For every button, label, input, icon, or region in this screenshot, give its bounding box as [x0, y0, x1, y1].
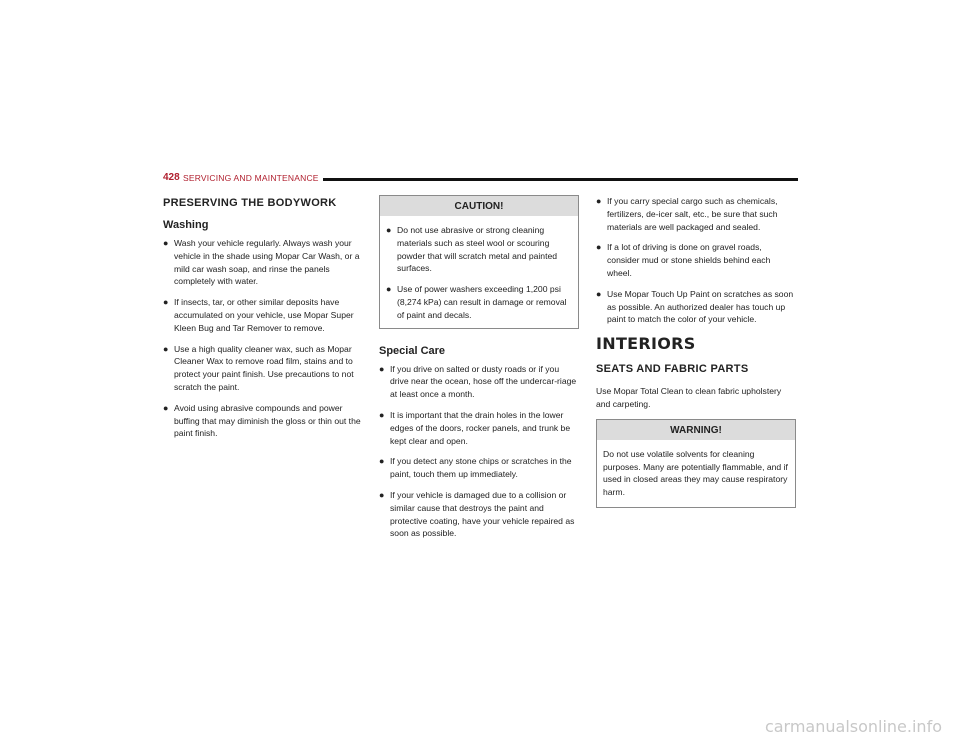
- list-item: ● If you carry special cargo such as chemicals, fertilizers, de-icer salt, etc., be sure that such materials are well packaged and sealed.: [596, 196, 778, 232]
- list-item: ● If insects, tar, or other similar deposits have accumulated on your vehicle, use Mopar Super Kleen Bug and Tar Remover to remove.: [163, 297, 354, 333]
- bullet-icon: ●: [163, 238, 169, 248]
- bullet-icon: ●: [163, 402, 169, 413]
- special-care-list-continued: [596, 195, 796, 326]
- seats-text: Use Mopar Total Clean to clean fabric upholstery and carpeting.: [596, 386, 782, 409]
- seats-fabric-heading: SEATS AND FABRIC PARTS: [596, 363, 749, 376]
- bullet-icon: ●: [596, 288, 602, 299]
- caution-title: CAUTION!: [380, 196, 578, 216]
- warning-title: WARNING!: [597, 420, 795, 440]
- list-item: ● Use of power washers exceeding 1,200 psi (8,274 kPa) can result in damage or removal of paint and decals.: [386, 284, 567, 320]
- list-item: ● If a lot of driving is done on gravel roads, consider mud or stone shields behind each wheel.: [596, 242, 771, 278]
- watermark: carmanualsonline.info: [764, 717, 942, 736]
- header-rule: [323, 178, 798, 181]
- list-item: ● Use Mopar Touch Up Paint on scratches as soon as possible. An authorized dealer has touch up paint to match the color of your vehicle.: [596, 288, 794, 325]
- special-care-list: [379, 363, 579, 541]
- bullet-icon: ●: [163, 343, 169, 354]
- bullet-icon: ●: [379, 456, 385, 467]
- warning-text: Do not use volatile solvents for cleaning purposes. Many are potentially flammable, and if used in closed areas they may cause respiratory harm.: [603, 448, 788, 498]
- column-1: [163, 195, 363, 448]
- column-3: [596, 195, 796, 508]
- bullet-icon: ●: [379, 489, 385, 500]
- preserving-bodywork-heading: PRESERVING THE BODYWORK: [163, 197, 337, 209]
- list-item: ● Wash your vehicle regularly. Always wash your vehicle in the shade using Mopar Car Wash, or a mild car wash soap, and rinse the panels completely with water.: [163, 238, 360, 287]
- bullet-icon: ●: [379, 409, 385, 420]
- list-item: ● If you drive on salted or dusty roads or if you drive near the ocean, hose off the undercar-riage at least once a month.: [379, 363, 577, 400]
- list-item: ● If your vehicle is damaged due to a collision or similar cause that destroys the paint and protective coating, have your vehicle repaired as soon as possible.: [379, 489, 575, 539]
- list-item: ● If you detect any stone chips or scratches in the paint, touch them up immediately.: [379, 456, 572, 480]
- caution-box: [379, 195, 579, 329]
- bullet-icon: ●: [596, 196, 602, 206]
- list-item: ● Avoid using abrasive compounds and power buffing that may diminish the gloss or thin out the paint finish.: [163, 402, 361, 439]
- special-care-heading: Special Care: [379, 344, 446, 357]
- column-2: [379, 195, 579, 548]
- bullet-icon: ●: [386, 284, 392, 295]
- bullet-icon: ●: [596, 242, 602, 253]
- section-title: SERVICING AND MAINTENANCE: [183, 173, 319, 183]
- list-item: ● Do not use abrasive or strong cleaning materials such as steel wool or scouring powder that will scratch metal and painted surfaces.: [386, 225, 558, 274]
- washing-list: [163, 237, 363, 440]
- list-item: ● Use a high quality cleaner wax, such as Mopar Cleaner Wax to remove road film, stains and to protect your paint finish. Use precautions to not scratch the paint.: [163, 343, 354, 392]
- page-header: [163, 172, 798, 186]
- warning-box: [596, 419, 796, 508]
- washing-heading: Washing: [163, 219, 209, 231]
- interiors-heading: INTERIORS: [596, 334, 696, 354]
- page-number: 428: [163, 172, 180, 183]
- caution-list: [386, 224, 572, 322]
- bullet-icon: ●: [163, 297, 169, 308]
- list-item: ● It is important that the drain holes in the lower edges of the doors, rocker panels, and trunk be kept clear and open.: [379, 409, 571, 446]
- bullet-icon: ●: [386, 225, 392, 235]
- bullet-icon: ●: [379, 363, 385, 374]
